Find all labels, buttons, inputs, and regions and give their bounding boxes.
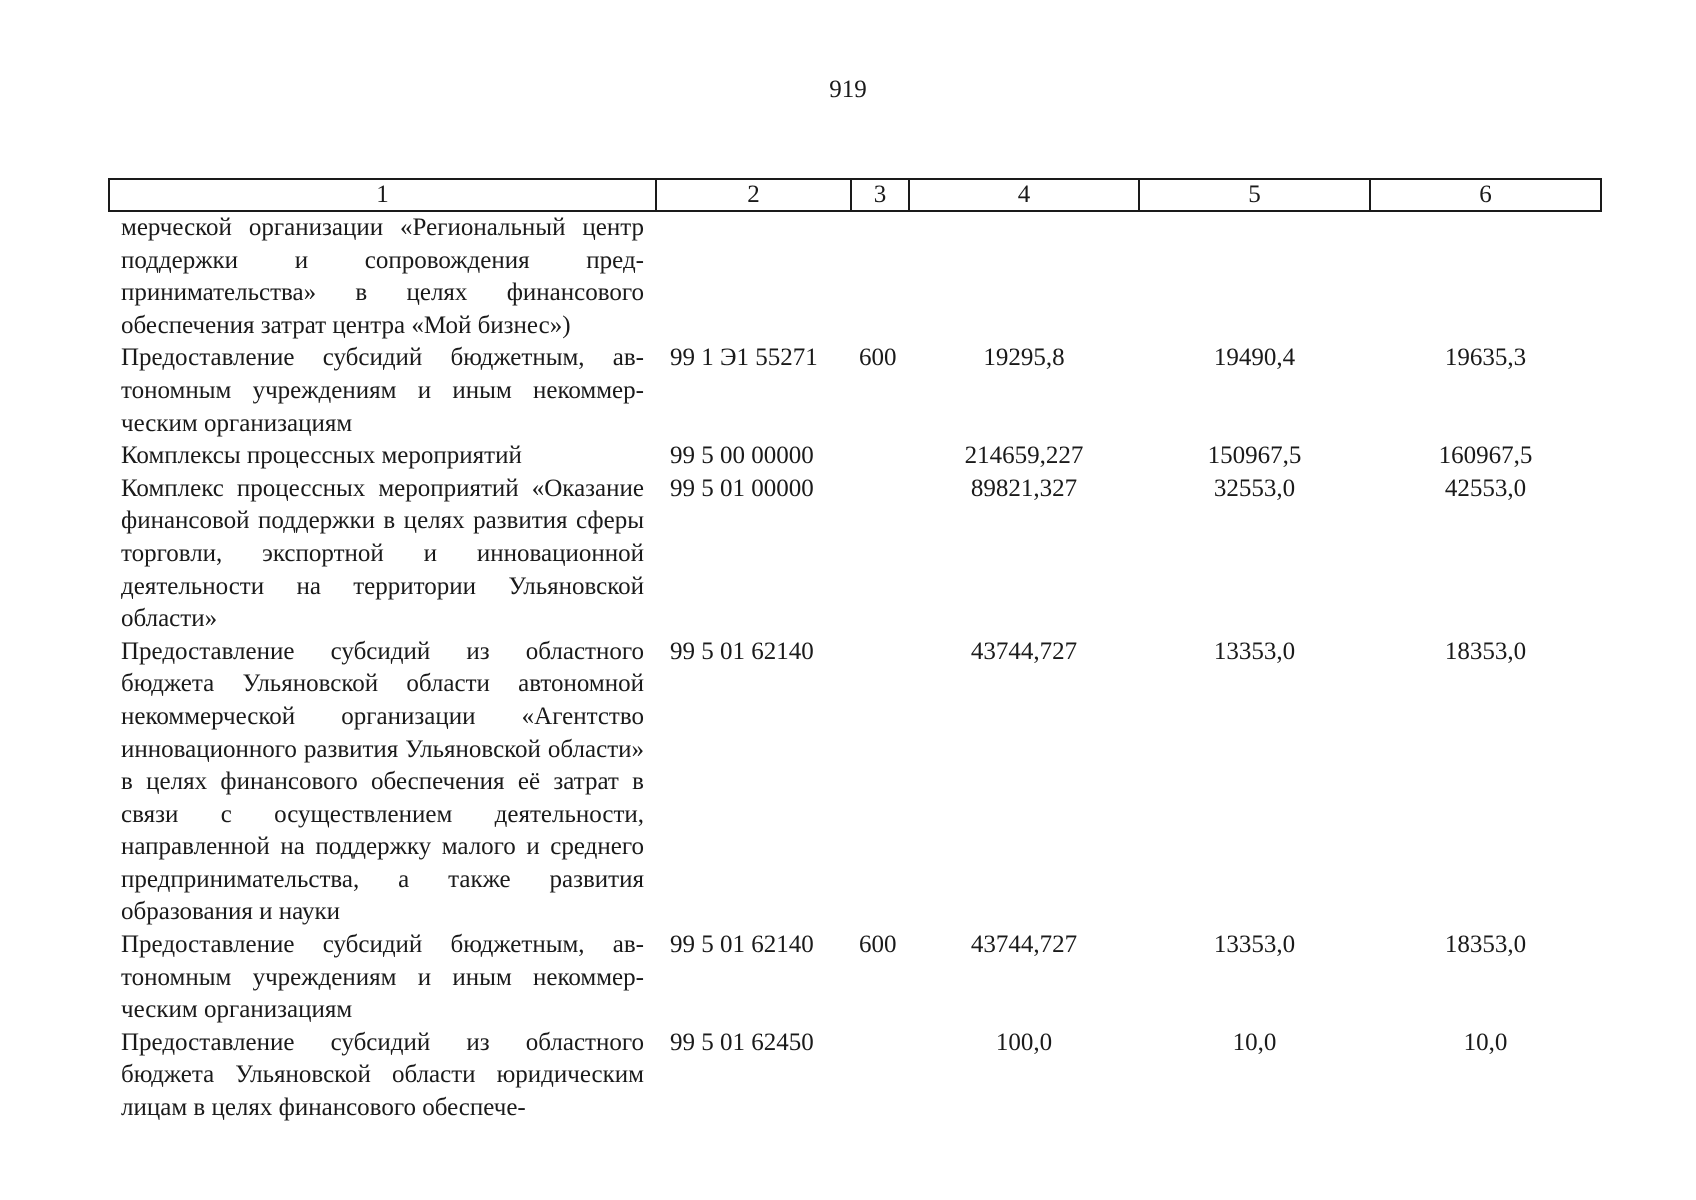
page-number: 919 xyxy=(829,76,867,103)
row-code: 99 1 Э1 55271 xyxy=(670,344,818,372)
header-col-5: 5 xyxy=(1139,179,1370,211)
table-row xyxy=(109,636,1601,929)
row-amount-col4: 19295,8 xyxy=(983,344,1065,372)
table-header xyxy=(109,179,1601,211)
row-amount-col6 xyxy=(1370,211,1601,342)
header-col-3: 3 xyxy=(851,179,909,211)
row-amount-col5: 13353,0 xyxy=(1213,637,1296,665)
header-col-2: 2 xyxy=(656,179,851,211)
row-name: Предоставление субсидий бюджетным, автономным учреждениям и иным некоммерческим организациям xyxy=(121,931,644,1024)
row-name: Предоставление субсидий бюджетным, автономным учреждениям и иным некоммерческим организациям xyxy=(121,344,644,437)
row-name: Комплекс процессных мероприятий «Оказание финансовой поддержки в целях развития сферы торговли, экспортной и инновационной деятельности на территории Ульяновской области» xyxy=(121,474,644,633)
row-amount-col4: 43744,727 xyxy=(970,931,1078,959)
row-code: 99 5 01 62140 xyxy=(670,637,814,665)
row-name: Комплексы процессных мероприятий xyxy=(121,442,522,470)
row-name: мерческой организации «Региональный центр поддержки и сопровождения предпринимательства» в целях финансового обеспечения затрат центра «Мой бизнес») xyxy=(121,214,644,339)
row-amount-col5: 32553,0 xyxy=(1213,474,1296,502)
row-code: 99 5 01 62140 xyxy=(670,931,814,959)
table-row xyxy=(109,342,1601,440)
header-col-1: 1 xyxy=(109,179,656,211)
row-expense-type: 600 xyxy=(859,344,897,372)
row-name: Предоставление субсидий из областного бюджета Ульяновской области юридическим лицам в целях финансового обеспече- xyxy=(121,1028,644,1122)
table-row xyxy=(109,929,1601,1027)
row-amount-col5: 13353,0 xyxy=(1213,931,1296,959)
table-row xyxy=(109,473,1601,636)
row-amount-col4: 214659,227 xyxy=(964,442,1084,470)
row-expense-type xyxy=(851,211,909,342)
row-amount-col4 xyxy=(909,211,1139,342)
row-amount-col6: 10,0 xyxy=(1463,1028,1508,1056)
row-amount-col4: 89821,327 xyxy=(970,474,1078,502)
row-code xyxy=(656,211,851,342)
row-code: 99 5 01 62450 xyxy=(670,1028,814,1056)
header-col-6: 6 xyxy=(1370,179,1601,211)
row-expense-type xyxy=(851,440,909,473)
row-amount-col6: 18353,0 xyxy=(1444,931,1527,959)
row-amount-col5: 19490,4 xyxy=(1213,344,1296,372)
row-amount-col6: 160967,5 xyxy=(1438,442,1533,470)
row-amount-col4: 100,0 xyxy=(995,1028,1053,1056)
row-amount-col6: 19635,3 xyxy=(1444,344,1527,372)
budget-table xyxy=(108,178,1602,1125)
header-row xyxy=(109,179,1601,211)
row-name: Предоставление субсидий из областного бюджета Ульяновской области автономной некоммерческой организации «Агентство инновационного развития Ульяновской области» в целях финансового обеспечения её затрат в связи с осуществлением деятельности, направленной на поддержку малого и среднего предпринимательства, а также развития образования и науки xyxy=(121,637,644,926)
row-expense-type xyxy=(851,473,909,636)
table-row xyxy=(109,211,1601,342)
row-expense-type xyxy=(851,636,909,929)
row-amount-col5: 10,0 xyxy=(1232,1028,1277,1056)
row-amount-col6: 18353,0 xyxy=(1444,637,1527,665)
table-row xyxy=(109,440,1601,473)
row-expense-type xyxy=(851,1027,909,1125)
row-amount-col5 xyxy=(1139,211,1370,342)
table-row xyxy=(109,1027,1601,1125)
header-col-4: 4 xyxy=(909,179,1139,211)
row-expense-type: 600 xyxy=(859,931,897,959)
row-code: 99 5 00 00000 xyxy=(670,442,814,470)
table-body xyxy=(109,211,1601,1125)
row-amount-col5: 150967,5 xyxy=(1207,442,1302,470)
row-amount-col4: 43744,727 xyxy=(970,637,1078,665)
row-amount-col6: 42553,0 xyxy=(1444,474,1527,502)
row-code: 99 5 01 00000 xyxy=(670,474,814,502)
